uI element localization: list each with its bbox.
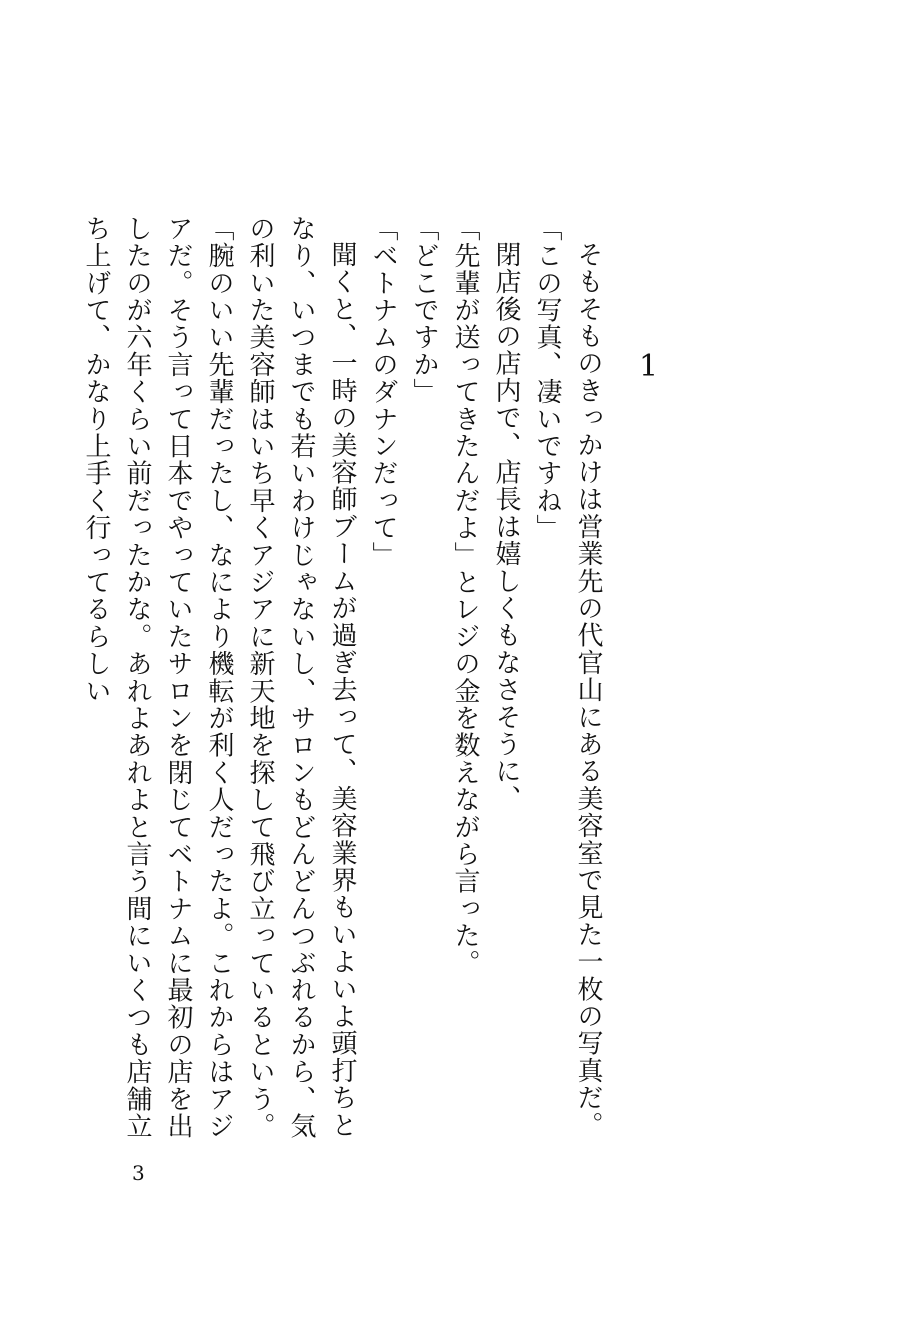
- chapter-number: 1: [639, 349, 659, 384]
- body-text: [75, 215, 608, 1145]
- page-number: 3: [132, 1161, 145, 1185]
- paragraph: 「先輩が送ってきたんだよ」とレジの金を数えながら言った。: [450, 215, 480, 977]
- paragraph: 「腕のいい先輩だったし、なにより機転が利く人だったよ。これからはアジアだ。そう言って日本でやっていたサロンを閉じてベトナムに最初の店を出したのが六年くらい前だったかな。あれよあれよと言う間にいくつも店舗立ち上げて、かなり上手く行ってるらしい: [81, 215, 234, 1140]
- paragraph: 閉店後の店内で、店長は嬉しくもなさそうに、: [491, 241, 521, 813]
- paragraph: 「この写真、凄いですね」: [532, 215, 562, 542]
- paragraph: 聞くと、一時の美容師ブームが過ぎ去って、美容業界もいよいよ頭打ちとなり、いつまでも若いわけじゃないし、サロンもどんどんつぶれるから、気の利いた美容師はいち早くアジアに新天地を探して飛び立っているという。: [245, 215, 357, 1140]
- paragraph: そもそものきっかけは営業先の代官山にある美容室で見た一枚の写真だ。: [573, 241, 603, 1139]
- paragraph: 「ベトナムのダナンだって」: [368, 215, 398, 569]
- paragraph: 「どこですか」: [409, 215, 439, 406]
